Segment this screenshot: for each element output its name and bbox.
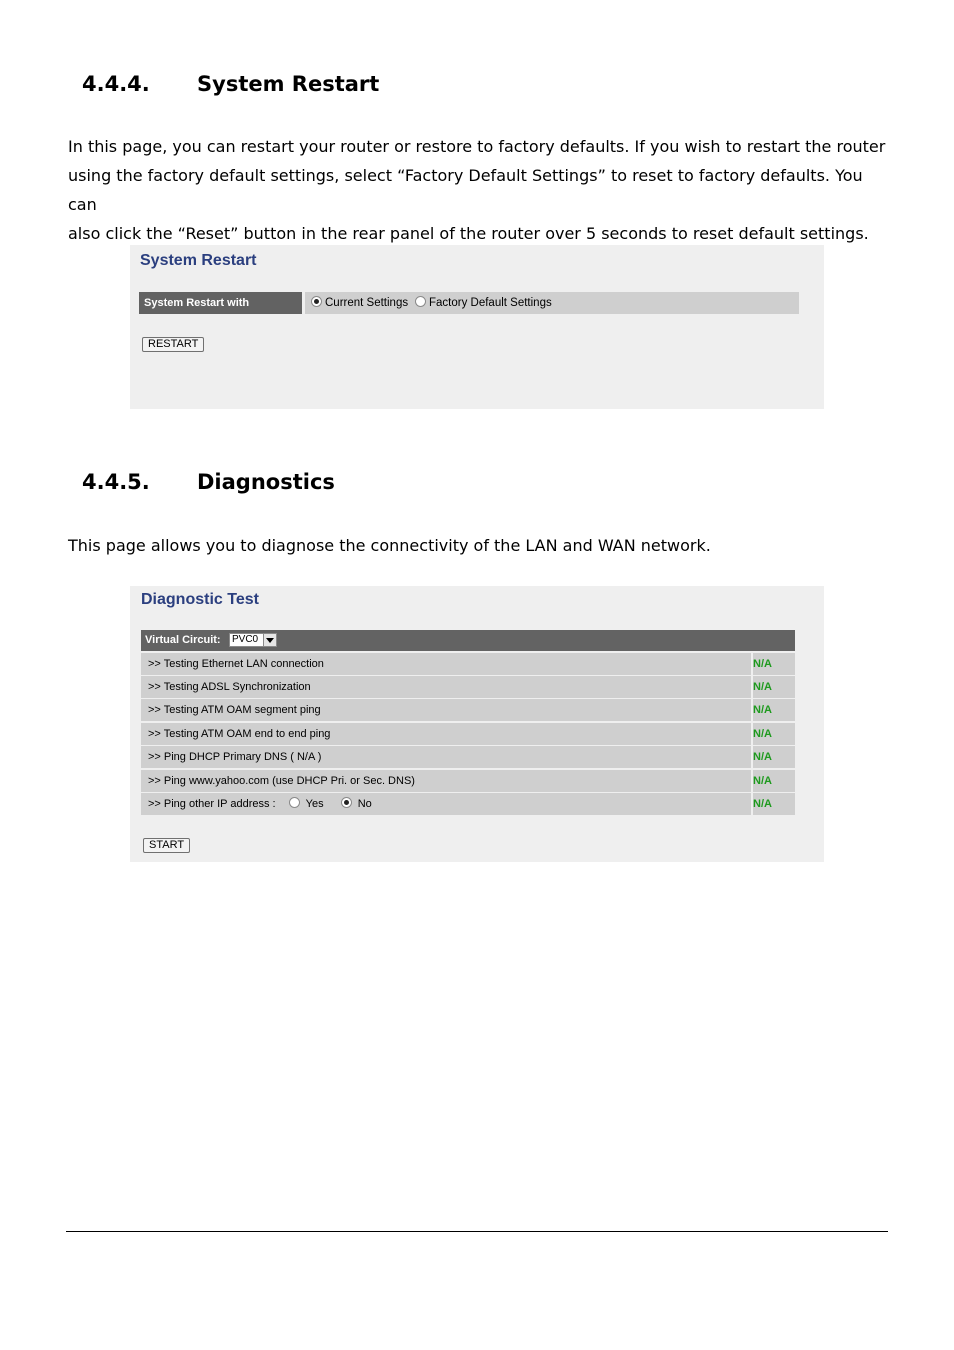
paragraph-line: also click the “Reset” button in the rear panel of the router over 5 seconds to reset default settings. <box>68 224 869 243</box>
status-badge: N/A <box>753 699 795 721</box>
table-row <box>141 723 795 745</box>
virtual-circuit-header <box>141 630 795 651</box>
table-row <box>141 770 795 792</box>
section-heading-system-restart <box>82 72 379 96</box>
diagnostic-test-panel <box>130 586 824 862</box>
table-row <box>141 653 795 675</box>
ping-other-cell <box>141 793 751 815</box>
section-number: 4.4.5. <box>82 470 150 494</box>
panel-title: Diagnostic Test <box>141 591 259 608</box>
section-number: 4.4.4. <box>82 72 150 96</box>
option-current-settings[interactable] <box>311 292 408 314</box>
test-label: >> Testing Ethernet LAN connection <box>141 653 751 675</box>
option-label: No <box>357 798 372 810</box>
table-row-ping-other <box>141 793 795 815</box>
system-restart-panel <box>130 245 824 409</box>
radio-no[interactable] <box>341 797 352 808</box>
table-row <box>141 676 795 698</box>
restart-options <box>305 292 799 314</box>
panel-title: System Restart <box>140 252 257 269</box>
restart-button[interactable]: RESTART <box>142 337 204 352</box>
status-badge: N/A <box>753 723 795 745</box>
ping-other-label: >> Ping other IP address : <box>148 798 276 810</box>
option-factory-default-settings[interactable] <box>415 292 552 314</box>
radio-yes[interactable] <box>289 797 300 808</box>
option-label: Yes <box>305 798 324 810</box>
option-label: Current Settings <box>325 297 409 309</box>
paragraph-line: In this page, you can restart your router or restore to factory defaults. If you wish to restart the router <box>68 137 886 156</box>
test-label: >> Testing ADSL Synchronization <box>141 676 751 698</box>
status-badge: N/A <box>753 676 795 698</box>
status-badge: N/A <box>753 770 795 792</box>
section-heading-diagnostics <box>82 470 335 494</box>
radio-factory-default[interactable] <box>415 296 426 307</box>
test-label: >> Testing ATM OAM segment ping <box>141 699 751 721</box>
paragraph-line: using the factory default settings, select “Factory Default Settings” to reset to factory defaults. You can <box>68 166 863 214</box>
option-yes[interactable] <box>289 798 324 810</box>
status-badge: N/A <box>753 653 795 675</box>
start-button[interactable]: START <box>143 838 190 853</box>
table-row <box>141 746 795 768</box>
test-label: >> Ping www.yahoo.com (use DHCP Pri. or Sec. DNS) <box>141 770 751 792</box>
option-no[interactable] <box>341 798 372 810</box>
radio-current-settings[interactable] <box>311 296 322 307</box>
virtual-circuit-select[interactable] <box>229 633 277 647</box>
test-label: >> Testing ATM OAM end to end ping <box>141 723 751 745</box>
system-restart-with-label: System Restart with <box>139 292 302 314</box>
section-title: System Restart <box>197 72 380 96</box>
diagnostics-description: This page allows you to diagnose the connectivity of the LAN and WAN network. <box>68 536 711 555</box>
option-label: Factory Default Settings <box>429 297 552 309</box>
footer-divider <box>66 1231 888 1232</box>
system-restart-description <box>68 132 888 248</box>
chevron-down-icon[interactable] <box>263 634 276 646</box>
selected-value: PVC0 <box>232 634 259 645</box>
virtual-circuit-label: Virtual Circuit: <box>145 634 221 646</box>
status-badge: N/A <box>753 746 795 768</box>
status-badge: N/A <box>753 793 795 815</box>
table-row <box>141 699 795 721</box>
section-title: Diagnostics <box>197 470 335 494</box>
test-label: >> Ping DHCP Primary DNS ( N/A ) <box>141 746 751 768</box>
system-restart-row <box>139 292 799 314</box>
